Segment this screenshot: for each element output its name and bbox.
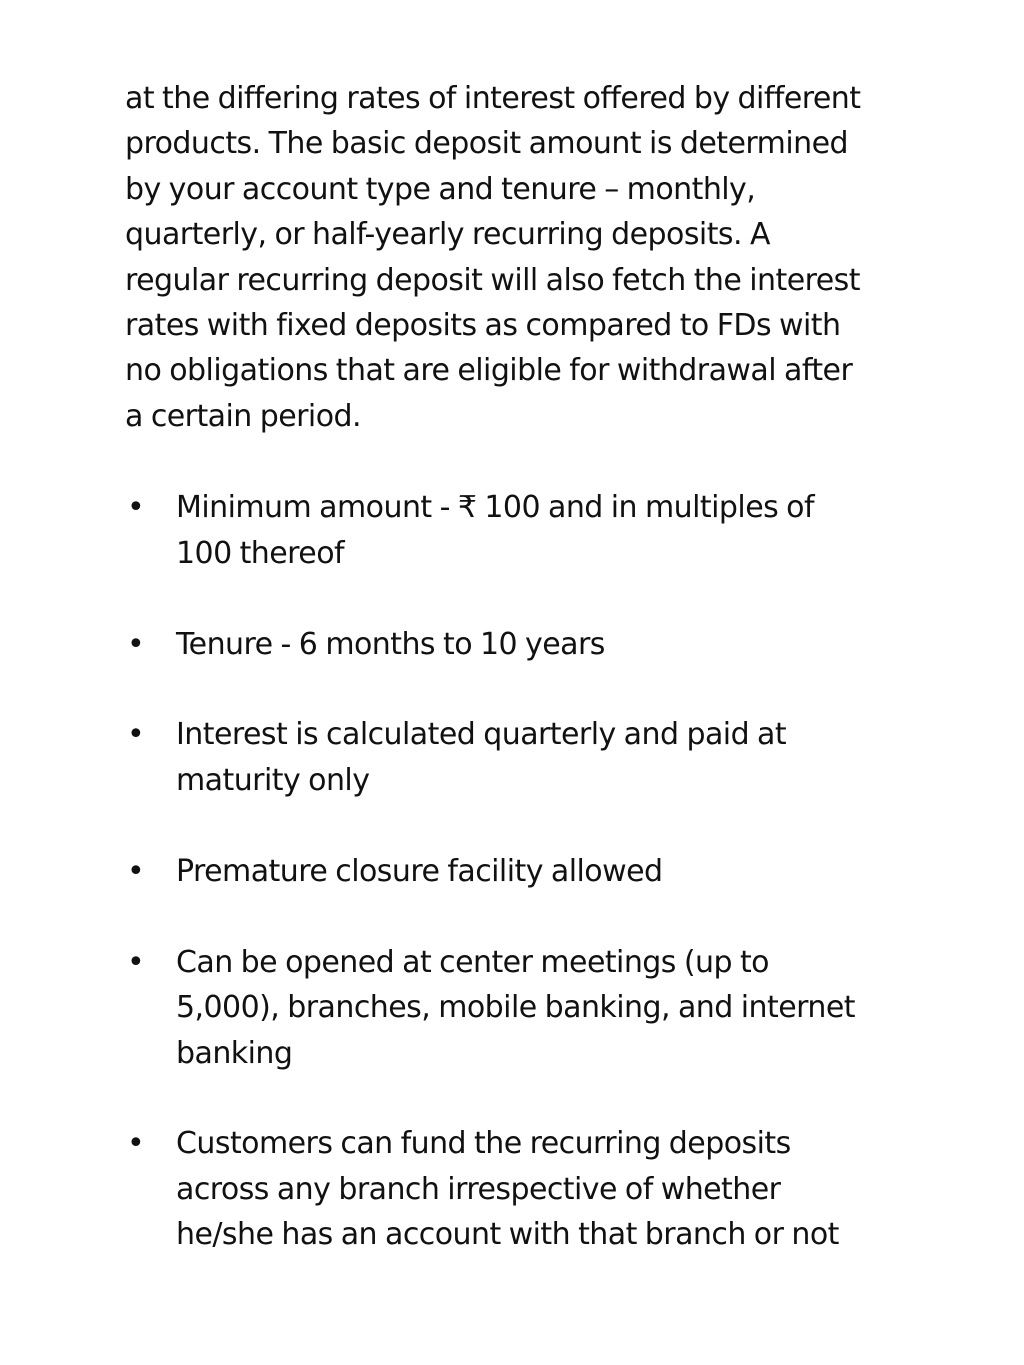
list-item-text: Tenure - 6 months to 10 years <box>176 626 605 662</box>
bullet-icon: • <box>127 626 145 662</box>
list-item-text: Minimum amount - ₹ 100 and in multiples of 100 thereof <box>176 490 814 571</box>
bullet-icon: • <box>127 944 145 980</box>
list-item <box>125 940 870 1076</box>
list-item <box>125 849 870 894</box>
bullet-icon: • <box>127 490 145 526</box>
bullet-icon: • <box>127 717 145 753</box>
list-item-text: Premature closure facility allowed <box>176 853 663 889</box>
bullet-icon: • <box>127 853 145 889</box>
list-item <box>125 712 870 803</box>
list-item-text: Interest is calculated quarterly and paid at maturity only <box>176 717 787 798</box>
feature-list <box>125 485 870 1257</box>
list-item <box>125 485 870 576</box>
list-item-text: Can be opened at center meetings (up to 5,000), branches, mobile banking, and internet banking <box>176 944 855 1071</box>
intro-paragraph: at the differing rates of interest offered by different products. The basic deposit amount is determined by your account type and tenure – monthly, quarterly, or half-yearly recurring deposits. A regular recurring deposit will also fetch the interest rates with fixed deposits as compared to FDs with no obligations that are eligible for withdrawal after a certain period. <box>125 81 861 434</box>
list-item <box>125 1121 870 1257</box>
list-item <box>125 622 870 667</box>
document-page <box>125 76 870 1303</box>
bullet-icon: • <box>127 1126 145 1162</box>
list-item-text: Customers can fund the recurring deposits across any branch irrespective of whether he/she has an account with that branch or not <box>176 1126 839 1253</box>
